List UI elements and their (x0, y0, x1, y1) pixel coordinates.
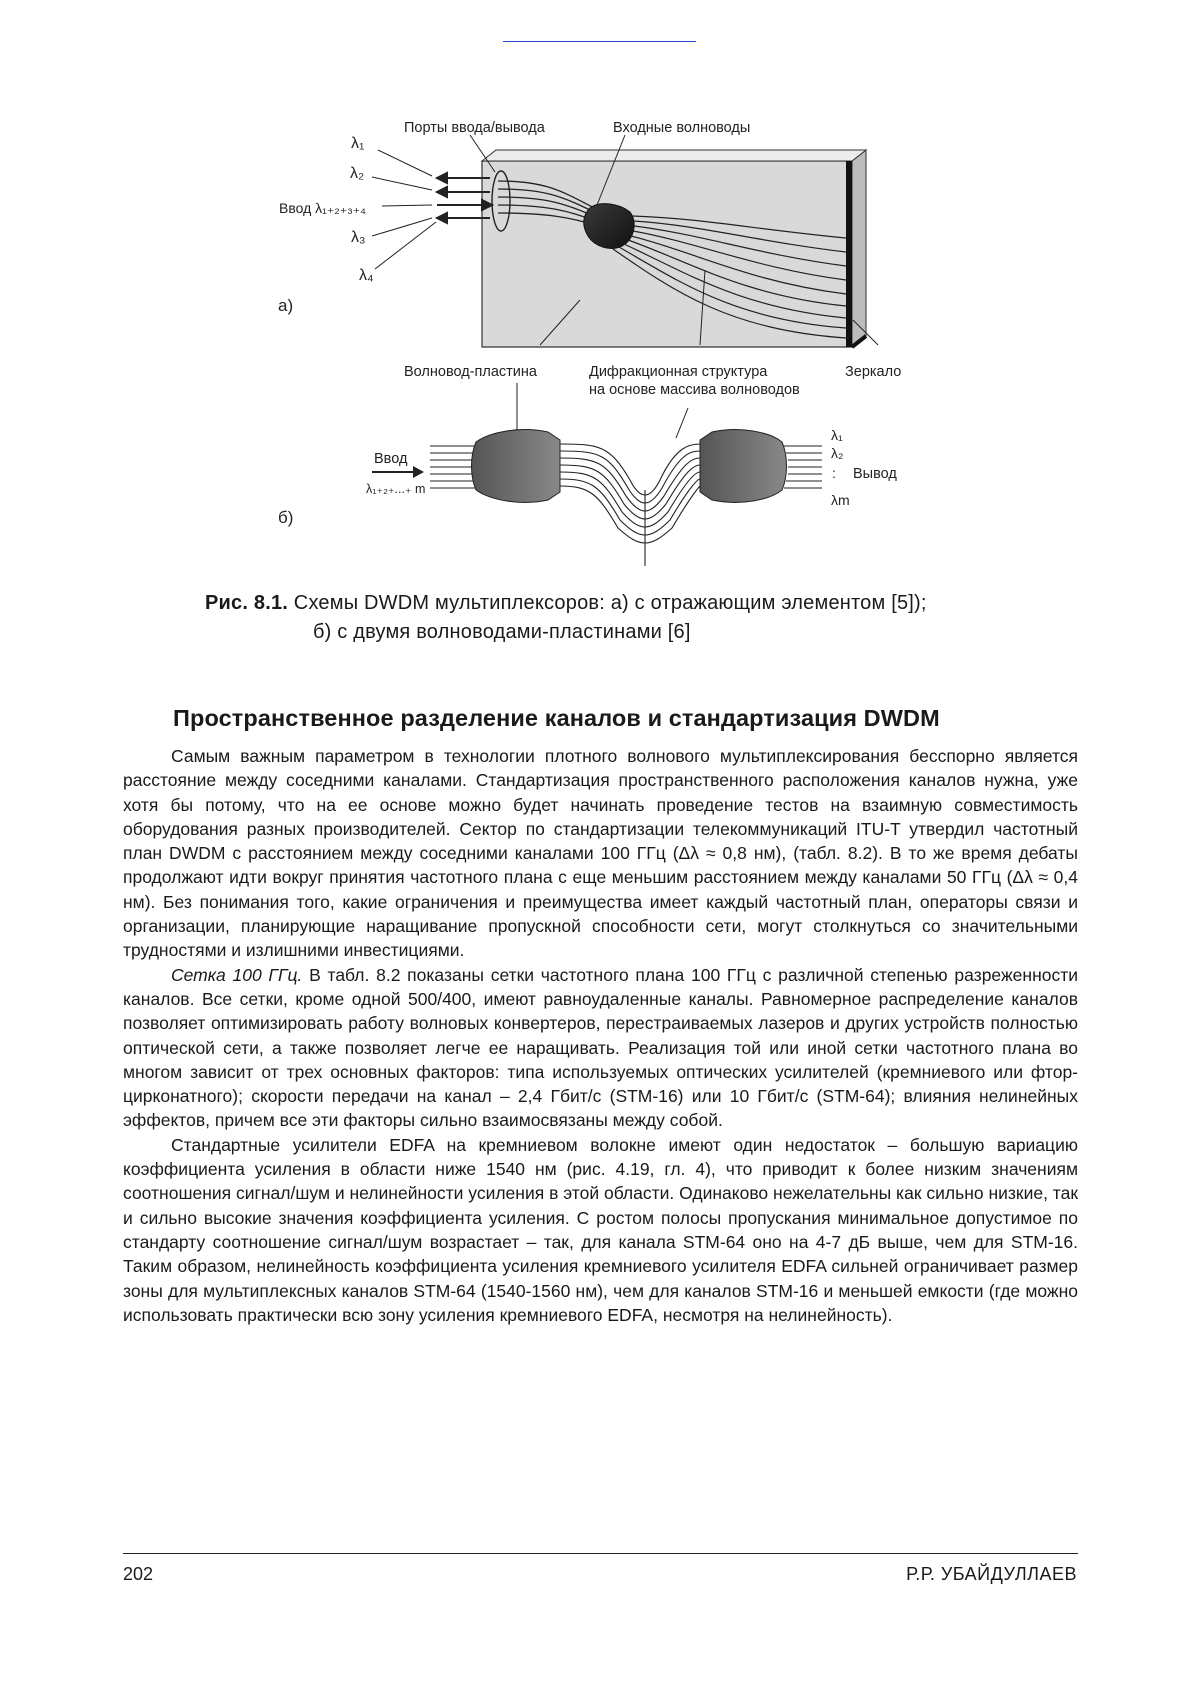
page-number: 202 (123, 1564, 154, 1584)
slab-left-b (472, 430, 561, 503)
caption-lead: Рис. 8.1. (205, 592, 289, 614)
diagram-b (278, 383, 897, 566)
lambda-1-label-b: λ₁ (831, 427, 843, 443)
output-label-b: Вывод (853, 466, 897, 482)
grating-label-line2: на основе массива волноводов (589, 382, 800, 398)
diagram-a (278, 120, 901, 398)
slab-label: Волновод-пластина (404, 364, 537, 380)
paragraph-3: Стандартные усилители EDFA на кремниевом волокне имеют один недостаток – большую вариацию коэффициента усиления в области ниже 1540 нм (рис. 4.19, гл. 4), что приводит к более низким значениям соотношения сигнал/шум и нелинейности усиления в этой области. Одинаково нежелательны как сильно низкие, так и сильно высокие значения коэффициента усиления. С ростом полосы пропускания минимальное допустимое по стандарту соотношение сигнал/шум возрастает – так, для канала STM-64 оно на 4-7 дБ выше, чем для STM-16. Таким образом, нелинейность коэффициента усиления кремниевого усилителя EDFA сильней ограничивает размер зоны для мультиплексных каналов STM-64 (1540-1560 нм), чем для каналов STM-16 и меньшей емкости (где можно использовать практически всю зону усиления кремниевого EDFA, несмотря на нелинейность). (123, 1134, 1079, 1325)
input-waveguides-label: Входные волноводы (613, 120, 751, 136)
caption-line2: б) с двумя волноводами-пластинами [6] (313, 621, 691, 643)
grating-leader-b (676, 408, 688, 438)
footer-rule (123, 1553, 1078, 1554)
caption-line1: Схемы DWDM мультиплексоров: а) с отражающим элементом [5]); (293, 592, 927, 614)
lambda-dots-label-b: : (832, 465, 836, 481)
paragraph-1: Самым важным параметром в технологии плотного волнового мультиплексирования бесспорно является расстояние между соседними каналами. Стандартизация пространственного расположения каналов нужна, уже хотя бы потому, что на ее основе можно будет начинать проведение тестов на взаимную совместимость оборудования разных производителей. Сектор по стандартизации телекоммуникаций ITU-T утвердил частотный план DWDM с расстоянием между соседними каналами 100 ГГц (Δλ ≈ 0,8 нм), (табл. 8.2). В то же время дебаты продолжают идти вокруг принятия частотного плана с еще меньшим расстоянием между каналами 50 ГГц (Δλ ≈ 0,4 нм). Без понимания того, какие ограничения и преимущества имеет каждый частотный план, операторы связи и организации, планирующие наращивание пропускной способности сети, могут столкнуться со значительными трудностями и излишними инвестициями. (123, 746, 1078, 961)
paragraph-2-lead: Сетка 100 ГГц. (171, 964, 303, 985)
arrayed-waveguides-b (560, 444, 700, 566)
body-text (123, 744, 1078, 1327)
substrate-block-a (482, 161, 852, 347)
output-fibers-b (784, 446, 822, 488)
lambda-1-label-a: λ₁ (351, 135, 365, 152)
lambda-4-label-a: λ₄ (359, 267, 374, 284)
subfigure-b-label: б) (278, 508, 294, 527)
lambda-3-label-a: λ₃ (351, 229, 366, 246)
slab-right-b (700, 430, 787, 503)
mirror-label: Зеркало (845, 364, 902, 380)
grating-label-line1: Дифракционная структура (589, 364, 768, 380)
figure-caption (205, 589, 1055, 647)
input-label-b: Ввод (374, 451, 408, 467)
paragraph-2 (123, 963, 1078, 1133)
figure-8-1 (0, 0, 1190, 580)
lambda-m-label-b: λm (831, 492, 850, 508)
input-label-a: Ввод λ₁₊₂₊₃₊₄ (279, 200, 366, 216)
lambda-2-label-a: λ₂ (350, 165, 365, 182)
substrate-top-face (482, 150, 866, 161)
input-arrow-head-b (413, 466, 424, 478)
input-fibers-b (430, 446, 478, 488)
running-footer-author: Р.Р. УБАЙДУЛЛАЕВ (906, 1564, 1077, 1584)
section-heading: Пространственное разделение каналов и стандартизация DWDM (173, 705, 940, 731)
ports-label: Порты ввода/вывода (404, 120, 545, 136)
paragraph-2-text: В табл. 8.2 показаны сетки частотного плана 100 ГГц с различной степенью разреженности каналов. Все сетки, кроме одной 500/400, имеют равноудаленные каналы. Равномерное распределение каналов позволяет оптимизировать работу волновых конвертеров, перестраиваемых лазеров и других устройств полностью оптической сети, а также позволяет легче ее наращивать. Реализация той или иной сетки частотного плана во многом зависит от трех основных факторов: типа используемых оптических усилителей (кремниевого или фтор-цирконатного); скорости передачи на канал – 2,4 Гбит/с (STM-16) или 10 Гбит/с (STM-64); влияния нелинейных эффектов, причем все эти факторы сильно взаимосвязаны между собой. (123, 964, 1079, 1131)
figure-svg (0, 0, 1190, 580)
mirror-face (846, 161, 852, 347)
lambda-2-label-b: λ₂ (831, 445, 844, 461)
subfigure-a-label: а) (278, 296, 294, 315)
input-sub-label-b: λ₁₊₂₊...₊ m (366, 482, 426, 496)
